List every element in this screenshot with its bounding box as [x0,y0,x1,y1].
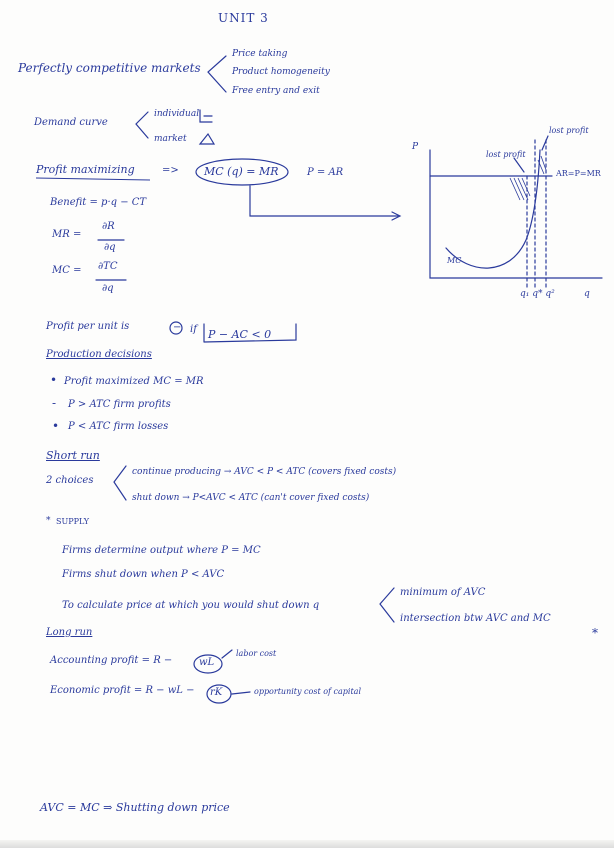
mc-denominator: ∂q [102,283,114,294]
pcm-item: Price taking [232,49,288,59]
demand-market-icon [200,134,214,144]
circle-mark [194,655,222,673]
brace-icon [136,112,148,138]
demand-item: market [154,134,187,144]
graph-p-label: P [412,142,419,152]
mr-denominator: ∂q [104,242,116,253]
lost-profit-right: lost profit [549,126,589,135]
demand-label: Demand curve [34,117,108,128]
bullet: - [52,396,57,410]
circle-mark [170,322,182,334]
benefit-formula: Benefit = p·q − CT [50,197,147,208]
supply-line: Firms shut down when P < AVC [62,569,225,580]
production-item: P > ATC firm profits [68,399,171,410]
long-run-heading: Long run [46,627,93,638]
pcm-label: Perfectly competitive markets [18,61,201,75]
demand-individual-icon [200,110,212,122]
production-heading: Production decisions [46,349,152,360]
two-choices: 2 choices [46,475,94,486]
pointer-line [542,136,548,150]
graph-axes [430,150,602,278]
lost-profit-left: lost profit [486,150,526,159]
p-ar: P = AR [307,167,344,178]
paper-edge [0,840,614,848]
mc-mr-condition: MC (q) = MR [204,165,279,178]
pointer-line [514,158,524,172]
box-mark [204,324,296,342]
rk-circled: rK [210,687,223,698]
asterisk: * [46,516,51,526]
shut-down: shut down → P<AVC < ATC (can't cover fixed costs) [132,493,370,503]
brace-icon [380,588,394,622]
supply-heading: SUPPLY [56,517,90,526]
labor-cost-note: labor cost [236,649,277,658]
economic-profit: Economic profit = R − wL − [50,685,195,696]
profit-condition: P − AC < 0 [208,328,272,341]
ar-label: AR=P=MR [556,169,601,178]
implies-arrow: => [162,165,179,176]
profit-max-label: Profit maximizing [36,163,135,176]
mr-numerator: ∂R [102,221,115,232]
brace-icon [114,466,126,500]
profit-per-unit-label: Profit per unit is [46,321,130,332]
pointer-line [222,650,232,658]
if-word: if [190,324,197,335]
mc-numerator: ∂TC [98,261,118,272]
bullet: • [52,419,60,433]
mr-lhs: MR = [52,229,82,240]
supply-line: Firms determine output where P = MC [62,545,261,556]
negative-sign: − [173,322,182,333]
production-item: Profit maximized MC = MR [64,376,204,387]
supply-option: intersection btw AVC and MC [400,613,551,624]
circle-mark [196,159,288,185]
circle-mark [207,685,231,703]
wl-circled: wL [199,657,215,668]
underline-mark [36,178,150,180]
supply-line: To calculate price at which you would shut down q [62,600,320,611]
pcm-item: Product homogeneity [232,67,330,77]
mc-curve [446,150,540,268]
bullet: • [50,373,58,387]
brace-icon [208,56,226,92]
pointer-line [232,692,250,694]
short-run-heading: Short run [46,449,100,462]
demand-item: individual [154,109,200,119]
q-axis-label: q [584,289,590,299]
supply-option: minimum of AVC [400,587,486,598]
pcm-item: Free entry and exit [232,86,320,96]
arrow-icon [250,186,398,216]
q-ticks: q₁ q* q² [520,289,555,299]
opportunity-cost-note: opportunity cost of capital [254,687,362,696]
production-item: P < ATC firm losses [68,421,169,432]
mc-curve-label: MC [447,256,462,265]
continue-producing: continue producing → AVC < P < ATC (covers fixed costs) [132,467,397,477]
shutdown-price-line: AVC = MC ⇒ Shutting down price [40,801,230,814]
page-title: UNIT 3 [218,11,269,25]
star-mark: * [592,626,598,640]
lost-profit-hatch [510,156,546,200]
mc-lhs: MC = [52,265,82,276]
accounting-profit: Accounting profit = R − [50,655,173,666]
